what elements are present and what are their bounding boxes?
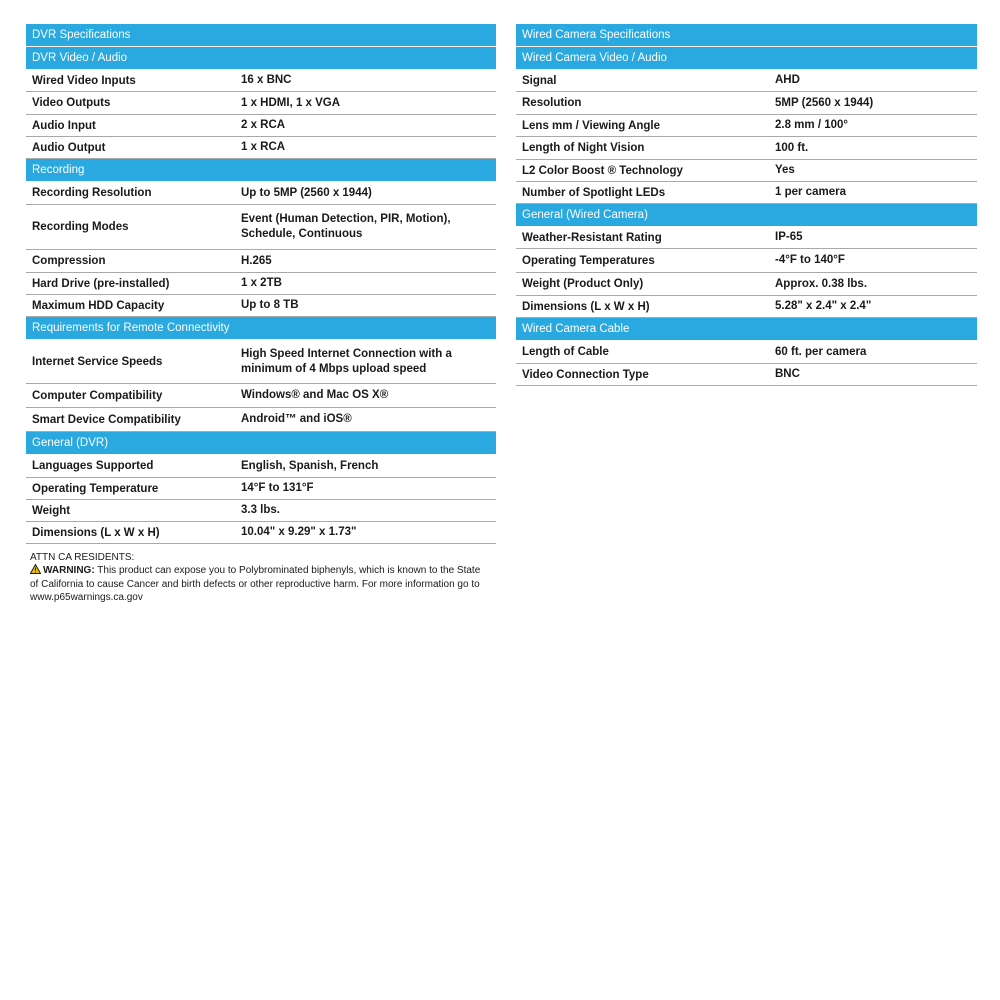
spec-label: Compression <box>32 255 106 267</box>
spec-row <box>516 364 977 386</box>
spec-row <box>516 227 977 249</box>
spec-row <box>26 384 496 408</box>
spec-value: H.265 <box>241 254 272 267</box>
spec-label: Hard Drive (pre-installed) <box>32 277 170 290</box>
spec-label: Video Outputs <box>32 97 111 109</box>
spec-row <box>26 500 496 522</box>
spec-label: Smart Device Compatibility <box>32 413 181 426</box>
spec-label: Weather-Resistant Rating <box>522 231 662 244</box>
spec-value: 1 per camera <box>775 186 846 198</box>
notice-title: ATTN CA RESIDENTS: <box>30 552 135 563</box>
spec-label: Operating Temperatures <box>522 254 655 267</box>
spec-value: Yes <box>775 164 795 176</box>
spec-value: Android™ and iOS® <box>241 413 352 425</box>
spec-row <box>516 70 977 92</box>
section-header-recording: Recording <box>26 159 496 181</box>
spec-row <box>26 137 496 159</box>
spec-label: Lens mm / Viewing Angle <box>522 119 661 132</box>
spec-row <box>26 115 496 137</box>
spec-value: 1 x 2TB <box>241 277 282 289</box>
ca-residents-notice <box>30 551 490 604</box>
spec-label: Recording Modes <box>32 221 129 233</box>
section-header-wired-camera-specifications: Wired Camera Specifications <box>516 24 977 46</box>
spec-row <box>516 296 977 318</box>
spec-label: Resolution <box>522 97 582 109</box>
warning-text: This product can expose you to Polybrominated biphenyls, which is known to the State of California to cause Cancer and birth defects or other reproductive harm. For more information go to www.p65warnings.ca.gov <box>30 565 481 603</box>
spec-label: Length of Cable <box>522 346 609 358</box>
spec-label: Weight <box>32 504 71 517</box>
spec-value: 2 x RCA <box>241 119 286 131</box>
spec-value: 14°F to 131°F <box>241 482 314 494</box>
spec-value: 60 ft. per camera <box>775 345 867 358</box>
notice-warning <box>30 564 490 604</box>
spec-row <box>516 182 977 204</box>
spec-row <box>26 522 496 544</box>
spec-value: Approx. 0.38 lbs. <box>775 277 868 290</box>
spec-label: L2 Color Boost ® Technology <box>522 164 683 177</box>
spec-label: Languages Supported <box>32 460 154 472</box>
spec-value: Up to 5MP (2560 x 1944) <box>241 186 372 199</box>
spec-row <box>26 205 496 250</box>
spec-value: 3.3 lbs. <box>241 504 280 516</box>
spec-row <box>516 273 977 296</box>
spec-value: Event (Human Detection, PIR, Motion), Schedule, Continuous <box>241 213 451 240</box>
warning-triangle-icon <box>30 564 41 578</box>
spec-label: Recording Resolution <box>32 187 152 199</box>
camera-spec-table <box>516 24 977 386</box>
section-header-wired-camera-cable: Wired Camera Cable <box>516 318 977 340</box>
spec-label: Number of Spotlight LEDs <box>522 186 666 199</box>
spec-row <box>26 182 496 205</box>
spec-label: Operating Temperature <box>32 482 159 495</box>
spec-value: Windows® and Mac OS X® <box>241 389 389 401</box>
spec-row <box>26 408 496 432</box>
spec-value: BNC <box>775 368 800 380</box>
spec-value: High Speed Internet Connection with a minimum of 4 Mbps upload speed <box>241 347 452 375</box>
spec-row <box>516 341 977 364</box>
spec-value: 1 x RCA <box>241 141 286 153</box>
section-header-dvr-video-audio: DVR Video / Audio <box>26 47 496 69</box>
spec-label: Dimensions (L x W x H) <box>522 300 650 313</box>
spec-value: 5MP (2560 x 1944) <box>775 96 874 109</box>
spec-row <box>26 70 496 92</box>
spec-label: Weight (Product Only) <box>522 278 644 290</box>
spec-row <box>26 455 496 478</box>
section-header-general-wired-camera: General (Wired Camera) <box>516 204 977 226</box>
spec-value: Up to 8 TB <box>241 299 299 311</box>
spec-value: 10.04" x 9.29" x 1.73" <box>241 526 357 538</box>
spec-row <box>26 92 496 115</box>
warning-label: WARNING: <box>43 565 95 576</box>
spec-value: 2.8 mm / 100° <box>775 119 849 131</box>
spec-value: 100 ft. <box>775 141 809 154</box>
spec-row <box>516 137 977 160</box>
spec-label: Wired Video Inputs <box>32 74 136 87</box>
spec-row <box>26 273 496 295</box>
spec-value: IP-65 <box>775 231 803 243</box>
spec-label: Internet Service Speeds <box>32 355 163 368</box>
section-header-dvr-specifications: DVR Specifications <box>26 24 496 46</box>
spec-row <box>516 160 977 182</box>
spec-row <box>516 92 977 115</box>
spec-label: Length of Night Vision <box>522 142 645 154</box>
section-header-wired-camera-video-audio: Wired Camera Video / Audio <box>516 47 977 69</box>
spec-row <box>26 250 496 273</box>
spec-label: Video Connection Type <box>522 368 649 381</box>
spec-value: 5.28" x 2.4" x 2.4" <box>775 300 872 312</box>
spec-label: Signal <box>522 74 557 87</box>
spec-value: 1 x HDMI, 1 x VGA <box>241 96 341 109</box>
spec-label: Maximum HDD Capacity <box>32 299 165 312</box>
spec-row <box>26 295 496 317</box>
spec-row <box>26 478 496 500</box>
dvr-spec-table <box>26 24 496 544</box>
spec-label: Audio Input <box>32 119 96 132</box>
section-header-requirements-for-remote-connectivity: Requirements for Remote Connectivity <box>26 317 496 339</box>
spec-value: AHD <box>775 74 800 86</box>
spec-value: -4°F to 140°F <box>775 254 845 266</box>
spec-value: 16 x BNC <box>241 74 292 86</box>
spec-label: Dimensions (L x W x H) <box>32 526 160 539</box>
spec-label: Audio Output <box>32 141 106 154</box>
spec-label: Computer Compatibility <box>32 389 163 402</box>
section-header-general-dvr: General (DVR) <box>26 432 496 454</box>
spec-row <box>516 115 977 137</box>
spec-row <box>26 340 496 384</box>
spec-row <box>516 249 977 273</box>
spec-value: English, Spanish, French <box>241 459 379 472</box>
